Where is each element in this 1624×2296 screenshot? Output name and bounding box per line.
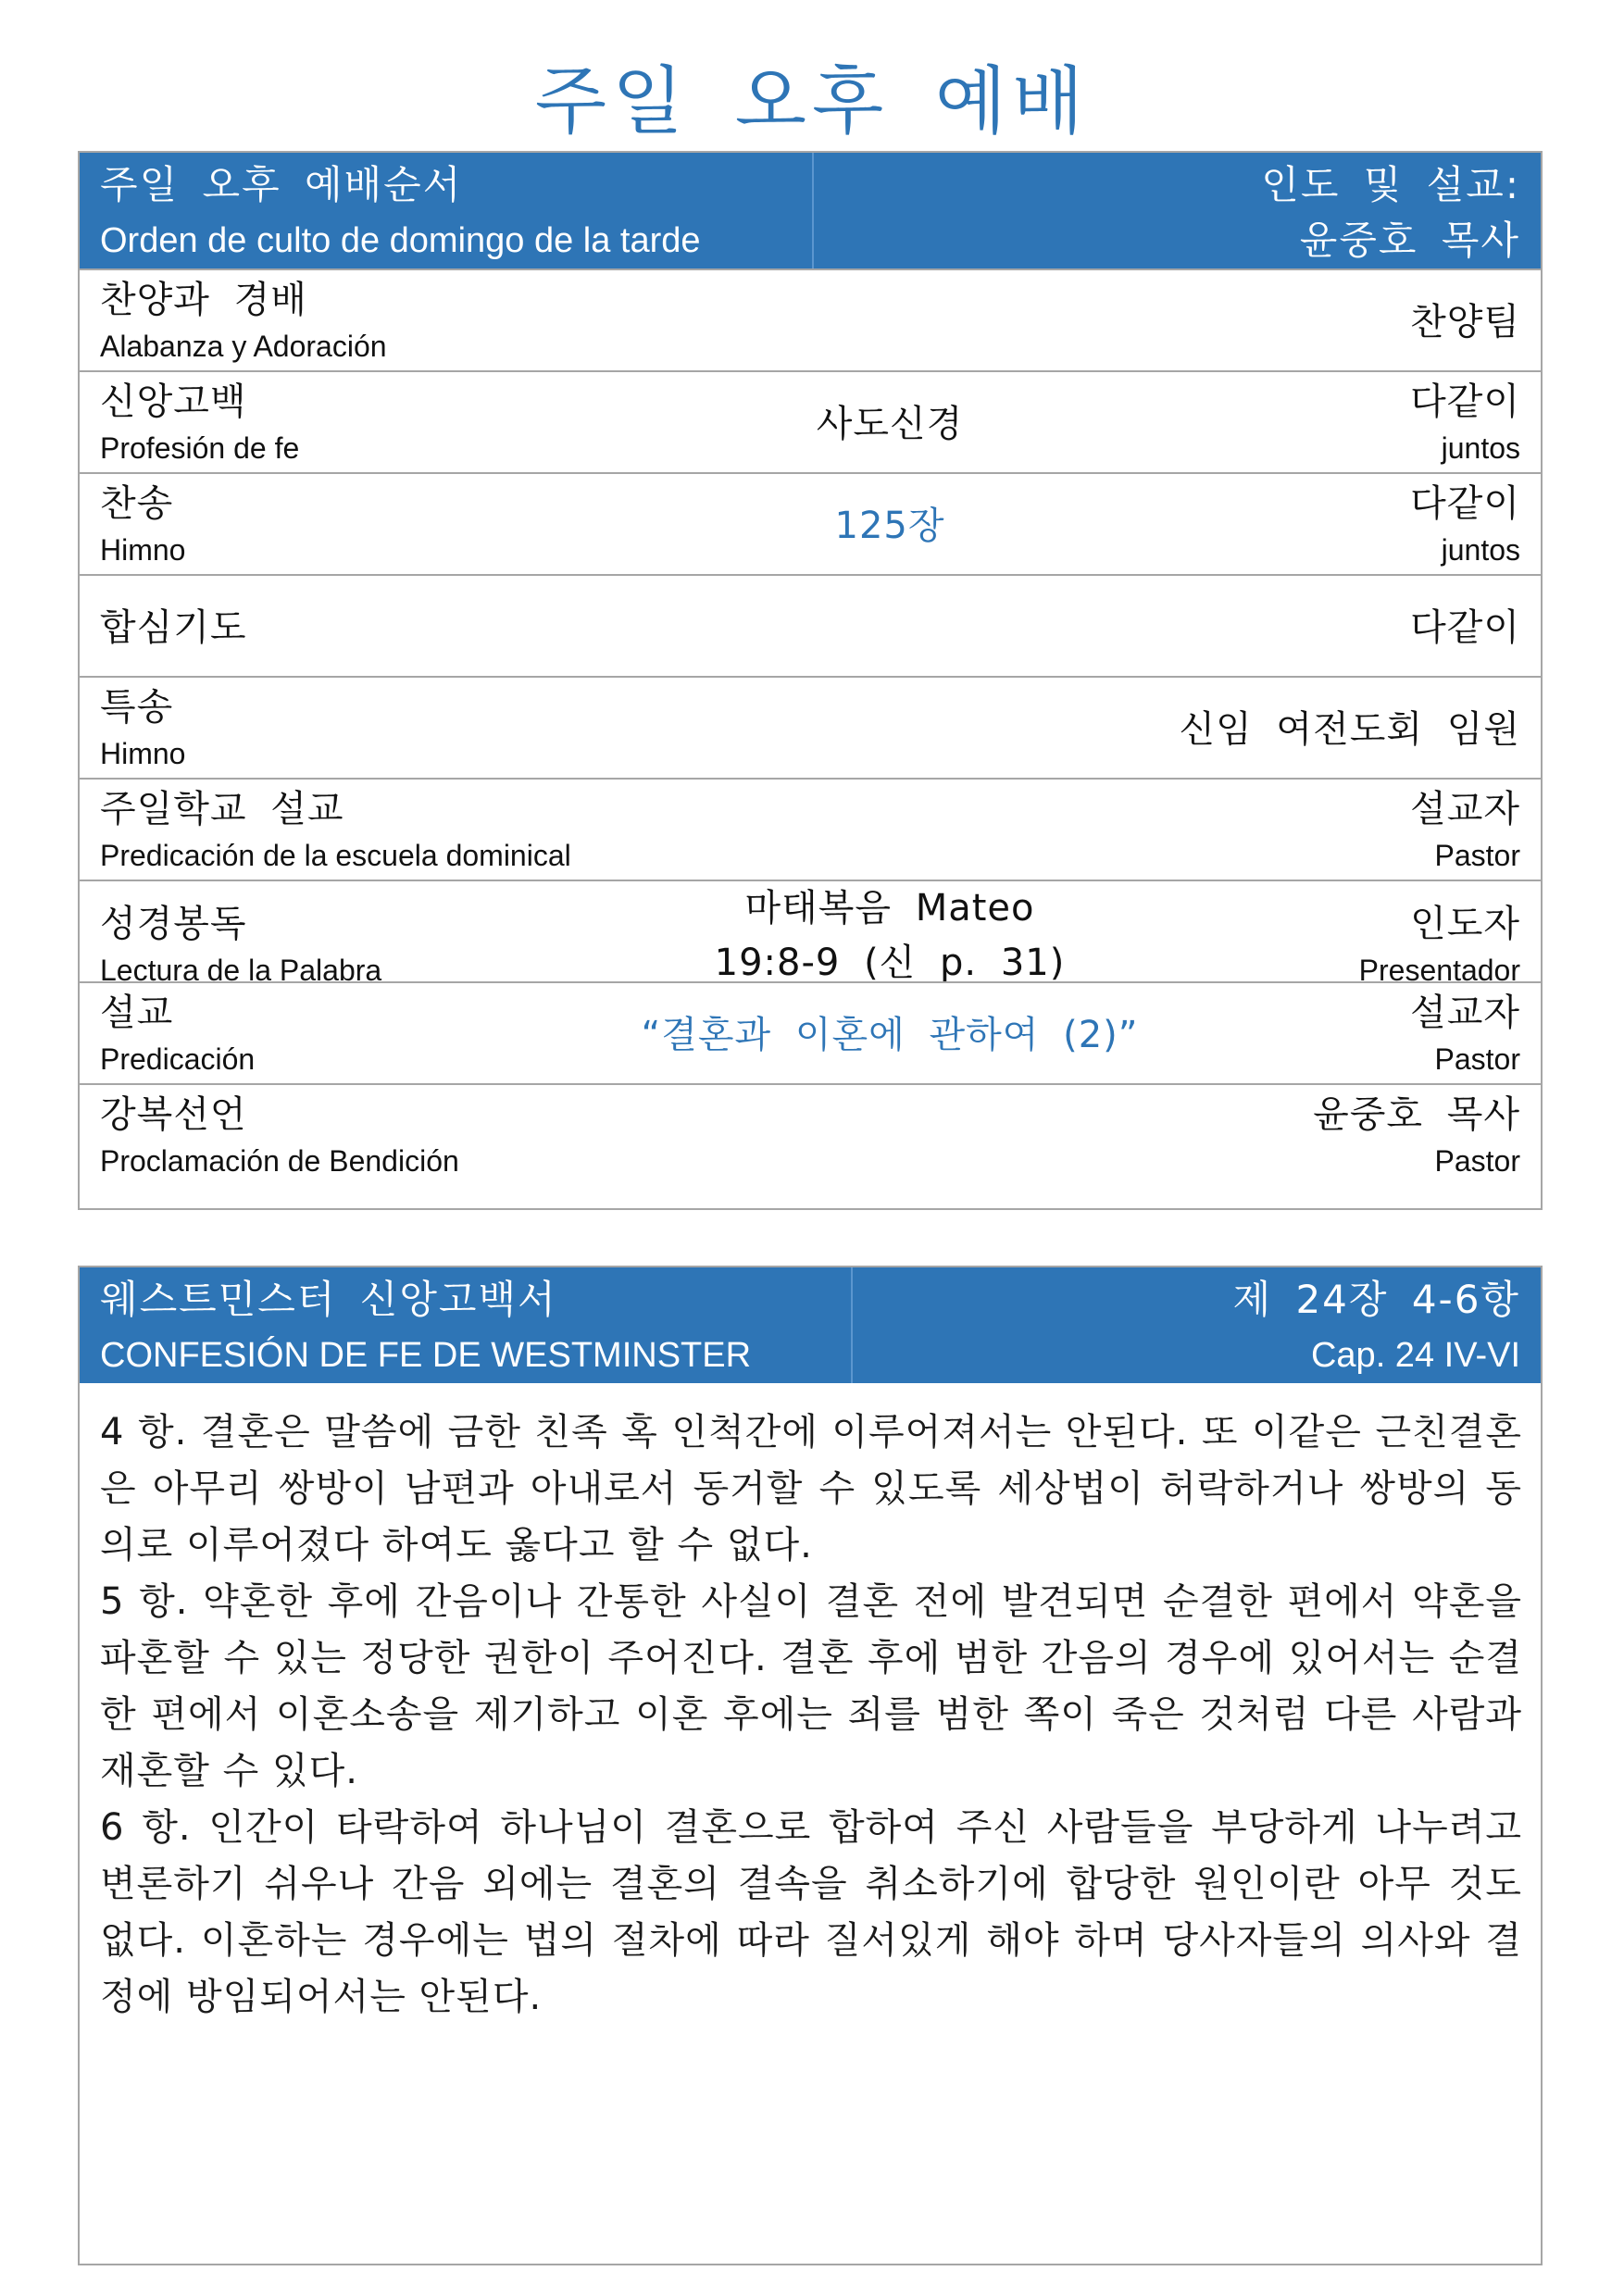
order-header-title	[100, 157, 701, 268]
order-row-prayer	[80, 574, 1541, 676]
confession-text	[100, 1404, 1522, 2026]
header-divider	[851, 1267, 853, 1383]
order-header-leader	[1261, 157, 1520, 268]
row-title-es: Profesión de fe	[100, 431, 300, 465]
row-leader-es: juntos	[1441, 533, 1520, 567]
confession-title-es: CONFESIÓN DE FE DE WESTMINSTER	[100, 1336, 752, 1375]
row-content: 사도신경	[816, 403, 964, 445]
header-divider	[812, 153, 814, 268]
row-title-ko: 설교	[100, 992, 174, 1034]
order-title-ko: 주일 오후 예배순서	[100, 162, 463, 207]
scripture-reference: 19:8-9 (신 p. 31)	[714, 942, 1066, 984]
row-title-ko: 찬양과 경배	[100, 279, 307, 321]
row-title-es: Alabanza y Adoración	[100, 330, 387, 363]
order-title-es: Orden de culto de domingo de la tarde	[100, 221, 701, 260]
order-row-special-song	[80, 676, 1541, 778]
row-title-ko: 특송	[100, 686, 174, 729]
scripture-book: 마태복음 Mateo	[744, 887, 1035, 930]
row-leader-ko: 설교자	[1410, 788, 1520, 830]
order-of-worship-table	[78, 151, 1543, 1210]
westminster-confession-box	[78, 1266, 1543, 2265]
confession-title	[100, 1272, 751, 1383]
order-row-profession	[80, 370, 1541, 472]
confession-header	[80, 1267, 1541, 1383]
confession-paragraph-4: 4 항. 결혼은 말씀에 금한 친족 혹 인척간에 이루어져서는 안된다. 또 이같은 근친결혼은 아무리 쌍방이 남편과 아내로서 동거할 수 있도록 세상법이 허락하거나 쌍방의 동의로 이루어졌다 하여도 옳다고 할 수 없다.	[100, 1411, 1522, 1566]
row-leader-es: Pastor	[1434, 1144, 1520, 1178]
order-row-hymn	[80, 472, 1541, 574]
row-title-es: Predicación de la escuela dominical	[100, 839, 571, 872]
page-title: 주일 오후 예배	[534, 58, 1090, 144]
row-title-ko: 신앙고백	[100, 381, 247, 423]
row-title-ko: 주일학교 설교	[100, 788, 344, 830]
order-header	[80, 153, 1541, 268]
row-leader-ko: 다같이	[1410, 482, 1520, 525]
row-title-es: Himno	[100, 533, 186, 567]
chapter-es: Cap. 24 IV-VI	[1310, 1336, 1520, 1375]
row-leader-es: Pastor	[1434, 839, 1520, 872]
order-row-praise	[80, 268, 1541, 370]
row-title-ko: 강복선언	[100, 1093, 247, 1136]
order-row-sunday-school-sermon	[80, 778, 1541, 880]
row-title-ko: 합심기도	[100, 606, 247, 649]
row-leader-ko: 윤중호 목사	[1313, 1093, 1520, 1136]
row-leader-es: Presentador	[1358, 954, 1520, 987]
row-leader-ko: 찬양팀	[1410, 301, 1520, 343]
confession-paragraph-6: 6 항. 인간이 타락하여 하나님이 결혼으로 합하여 주신 사람들을 부당하게 나누려고 변론하기 쉬우나 간음 외에는 결혼의 결속을 취소하기에 합당한 원인이란 아무 것도 없다. 이혼하는 경우에는 법의 절차에 따라 질서있게 해야 하며 당사자들의 의사와 결정에 방임되어서는 안된다.	[100, 1806, 1522, 2018]
order-row-benediction	[80, 1083, 1541, 1185]
row-leader-ko: 다같이	[1410, 381, 1520, 423]
row-leader-es: juntos	[1441, 431, 1520, 465]
row-title-es: Himno	[100, 737, 186, 770]
confession-title-ko: 웨스트민스터 신앙고백서	[100, 1277, 557, 1322]
row-title-es: Proclamación de Bendición	[100, 1144, 459, 1178]
row-leader-es: Pastor	[1434, 1042, 1520, 1076]
row-title-es: Predicación	[100, 1042, 256, 1076]
leader-name: 윤중호 목사	[1299, 218, 1520, 263]
hymn-number: 125장	[834, 505, 945, 547]
order-row-sermon	[80, 981, 1541, 1083]
confession-chapter	[1233, 1272, 1520, 1383]
row-title-ko: 성경봉독	[100, 903, 247, 945]
order-row-scripture-reading	[80, 880, 1541, 987]
row-title-ko: 찬송	[100, 482, 174, 525]
chapter-ko: 제 24장 4-6항	[1232, 1277, 1520, 1322]
row-leader-ko: 설교자	[1410, 992, 1520, 1034]
leader-label: 인도 및 설교:	[1261, 162, 1520, 207]
row-leader-ko: 신임 여전도회 임원	[1179, 708, 1520, 751]
confession-paragraph-5: 5 항. 약혼한 후에 간음이나 간통한 사실이 결혼 전에 발견되면 순결한 편에서 약혼을 파혼할 수 있는 정당한 권한이 주어진다. 결혼 후에 범한 간음의 경우에 있어서는 순결한 편에서 이혼소송을 제기하고 이혼 후에는 죄를 범한 쪽이 죽은 것처럼 다른 사람과 재혼할 수 있다.	[100, 1580, 1522, 1792]
row-leader-ko: 인도자	[1410, 903, 1520, 945]
row-leader-ko: 다같이	[1410, 606, 1520, 649]
sermon-title: “결혼과 이혼에 관하여 (2)”	[641, 1014, 1139, 1056]
row-title-es: Lectura de la Palabra	[100, 954, 382, 987]
